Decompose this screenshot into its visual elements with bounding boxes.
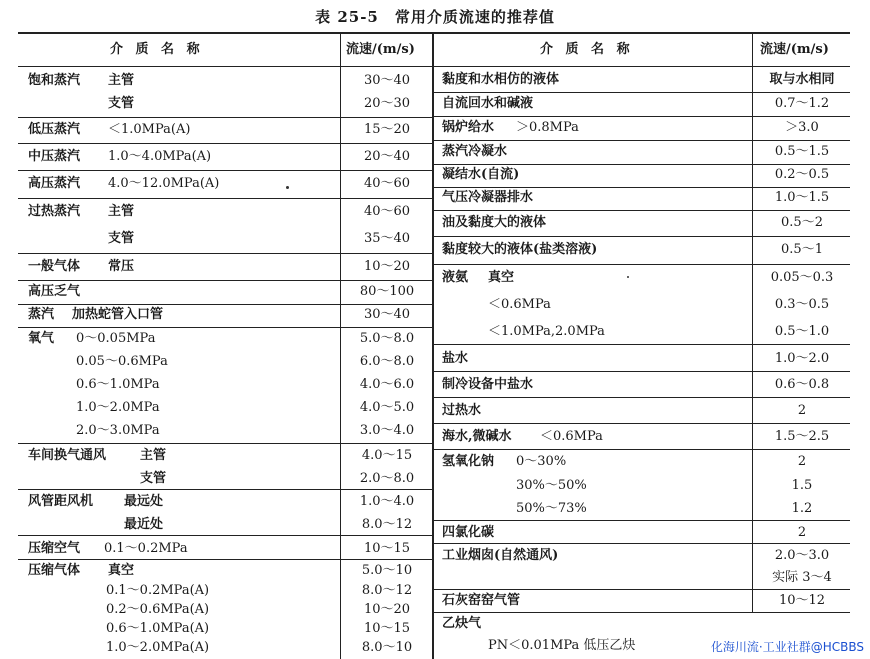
row-divider [18, 143, 432, 144]
speed-value: 10～15 [363, 541, 411, 556]
speed-value: 30～40 [363, 73, 411, 88]
medium-subtype: 真空 [108, 563, 135, 578]
medium-subtype: 50%～73% [516, 501, 587, 516]
speed-value: 1.5～2.5 [774, 429, 830, 444]
medium-subtype: ＜1.0MPa,2.0MPa [488, 324, 605, 339]
speed-value: 10～12 [778, 593, 826, 608]
row-divider [18, 198, 432, 199]
speed-value: 1.0～4.0 [359, 494, 415, 509]
header-rule [18, 66, 850, 67]
medium-subtype: 0～0.05MPa [76, 331, 156, 346]
medium-category: 氧气 [28, 331, 55, 346]
speed-value: 10～15 [363, 621, 411, 636]
medium-category: 车间换气通风 [28, 448, 107, 463]
row-divider [434, 543, 850, 544]
speed-value: 4.0～5.0 [359, 400, 415, 415]
center-divider [432, 32, 434, 659]
medium-category: 自流回水和碱液 [442, 96, 534, 111]
medium-subtype: 4.0～12.0MPa(A) [108, 176, 220, 191]
row-divider [434, 344, 850, 345]
medium-category: 黏度较大的液体(盐类溶液) [442, 242, 598, 257]
row-divider [434, 187, 850, 188]
row-divider [434, 371, 850, 372]
speed-value: 8.0～12 [361, 517, 413, 532]
medium-category: 一般气体 [28, 259, 81, 274]
row-divider [434, 520, 850, 521]
medium-category: 四氯化碳 [442, 525, 495, 540]
right-header-speed: 流速/(m/s) [760, 42, 829, 57]
speed-value: 0.3～0.5 [774, 297, 830, 312]
speed-value: 0.6～0.8 [774, 377, 830, 392]
speed-value: 40～60 [363, 176, 411, 191]
speed-value: 1.2 [791, 501, 813, 516]
speed-value: 1.5 [791, 478, 813, 493]
medium-category: 氢氧化钠 [442, 454, 495, 469]
watermark: 化海川流·工业社群@HCBBS [710, 640, 864, 654]
speed-value: 2 [797, 454, 807, 469]
row-divider [18, 327, 432, 328]
medium-subtype: 最远处 [124, 494, 164, 509]
medium-subtype: 0.1～0.2MPa(A) [106, 583, 210, 598]
medium-category: 乙炔气 [442, 616, 482, 631]
row-divider [434, 210, 850, 211]
row-divider [18, 489, 432, 490]
medium-category: 气压冷凝器排水 [442, 190, 534, 205]
medium-subtype: ＜1.0MPa(A) [108, 122, 191, 137]
speed-value: 8.0～12 [361, 583, 413, 598]
speed-value: 2.0～8.0 [359, 471, 415, 486]
medium-category: 锅炉给水 [442, 120, 495, 135]
speed-value: 2.0～3.0 [774, 548, 830, 563]
medium-category: 液氨 [442, 270, 469, 285]
speed-value: 80～100 [359, 284, 415, 299]
medium-category: 高压乏气 [28, 284, 81, 299]
row-divider [18, 443, 432, 444]
speed-value: 10～20 [363, 259, 411, 274]
medium-subtype: 加热蛇管入口管 [72, 307, 164, 322]
medium-subtype: 0.6～1.0MPa [76, 377, 160, 392]
speed-value: 5.0～8.0 [359, 331, 415, 346]
speed-value: 0.5～1 [781, 242, 823, 257]
speed-value: 3.0～4.0 [359, 423, 415, 438]
medium-subtype: 1.0～2.0MPa [76, 400, 160, 415]
row-divider [18, 170, 432, 171]
medium-subtype: 0.2～0.6MPa(A) [106, 602, 210, 617]
medium-subtype: 1.0～4.0MPa(A) [108, 149, 212, 164]
row-divider [434, 589, 850, 590]
medium-subtype: ＞0.8MPa [516, 120, 579, 135]
medium-subtype: 支管 [140, 471, 167, 486]
speed-value: 20～30 [363, 96, 411, 111]
medium-category: 风管距风机 [28, 494, 94, 509]
speed-value: 20～40 [363, 149, 411, 164]
medium-subtype: 0.6～1.0MPa(A) [106, 621, 210, 636]
top-rule [18, 32, 850, 34]
row-divider [18, 117, 432, 118]
medium-subtype: 主管 [140, 448, 167, 463]
table-title: 表 25-5 常用介质流速的推荐值 [315, 8, 555, 26]
row-divider [18, 253, 432, 254]
row-divider [434, 612, 850, 613]
medium-category: 盐水 [442, 351, 469, 366]
row-divider [434, 164, 850, 165]
row-divider [18, 535, 432, 536]
medium-category: 过热水 [442, 403, 482, 418]
speed-value: 0.5～1.0 [774, 324, 830, 339]
speed-value: 取与水相同 [769, 72, 835, 87]
speed-value: 2 [797, 403, 807, 418]
medium-category: 低压蒸汽 [28, 122, 81, 137]
medium-subtype: 真空 [488, 270, 515, 285]
row-divider [18, 304, 432, 305]
row-divider [18, 559, 432, 560]
medium-subtype: 0～30% [516, 454, 567, 469]
medium-category: 油及黏度大的液体 [442, 215, 547, 230]
speed-value: 0.2～0.5 [774, 167, 830, 182]
medium-subtype: 主管 [108, 73, 135, 88]
medium-category: 高压蒸汽 [28, 176, 81, 191]
row-divider [434, 397, 850, 398]
left-header-speed: 流速/(m/s) [346, 42, 415, 57]
speed-value: 30～40 [363, 307, 411, 322]
row-divider [434, 264, 850, 265]
medium-category: 过热蒸汽 [28, 204, 81, 219]
medium-subtype: 支管 [108, 96, 135, 111]
row-divider [434, 116, 850, 117]
speed-value: 6.0～8.0 [359, 354, 415, 369]
left-value-divider [340, 32, 341, 659]
medium-category: 压缩空气 [28, 541, 81, 556]
medium-subtype: PN＜0.01MPa 低压乙炔 [488, 638, 636, 653]
scan-speck [286, 186, 289, 189]
speed-value: 2 [797, 525, 807, 540]
medium-subtype: 常压 [108, 259, 135, 274]
medium-subtype: 0.05～0.6MPa [76, 354, 168, 369]
medium-category: 黏度和水相仿的液体 [442, 72, 560, 87]
medium-subtype: ＜0.6MPa [540, 429, 603, 444]
medium-subtype: 主管 [108, 204, 135, 219]
medium-subtype: ＜0.6MPa [488, 297, 551, 312]
speed-value: 5.0～10 [361, 563, 413, 578]
speed-value: 35～40 [363, 231, 411, 246]
speed-value: 1.0～2.0 [774, 351, 830, 366]
speed-value: 0.7～1.2 [774, 96, 830, 111]
medium-category: 石灰窑窑气管 [442, 593, 521, 608]
medium-subtype: 支管 [108, 231, 135, 246]
row-divider [434, 140, 850, 141]
speed-value: 0.05～0.3 [770, 270, 834, 285]
medium-subtype: 30%～50% [516, 478, 587, 493]
row-divider [434, 423, 850, 424]
row-divider [434, 92, 850, 93]
medium-category: 蒸汽 [28, 307, 55, 322]
speed-value: 4.0～15 [361, 448, 413, 463]
medium-subtype: 0.1～0.2MPa [104, 541, 188, 556]
speed-value: 15～20 [363, 122, 411, 137]
row-divider [434, 236, 850, 237]
speed-value: 0.5～1.5 [774, 144, 830, 159]
right-header-medium: 介 质 名 称 [540, 42, 634, 57]
medium-category: 中压蒸汽 [28, 149, 81, 164]
speed-value: 0.5～2 [781, 215, 823, 230]
medium-subtype: 最近处 [124, 517, 164, 532]
row-divider [434, 449, 850, 450]
row-divider [18, 280, 432, 281]
medium-subtype: 2.0～3.0MPa [76, 423, 160, 438]
scan-speck [627, 276, 629, 278]
medium-subtype: 1.0～2.0MPa(A) [106, 640, 210, 655]
speed-value: 1.0～1.5 [774, 190, 830, 205]
medium-category: 海水,微碱水 [442, 429, 512, 444]
medium-category: 凝结水(自流) [442, 167, 520, 182]
speed-value: ＞3.0 [785, 120, 819, 135]
speed-value: 实际 3～4 [772, 570, 832, 585]
medium-category: 制冷设备中盐水 [442, 377, 534, 392]
medium-category: 蒸汽冷凝水 [442, 144, 508, 159]
speed-value: 10～20 [363, 602, 411, 617]
medium-category: 饱和蒸汽 [28, 73, 81, 88]
speed-value: 8.0～10 [361, 640, 413, 655]
left-header-medium: 介 质 名 称 [110, 42, 204, 57]
medium-category: 压缩气体 [28, 563, 81, 578]
speed-value: 40～60 [363, 204, 411, 219]
speed-value: 4.0～6.0 [359, 377, 415, 392]
medium-category: 工业烟囱(自然通风) [442, 548, 559, 563]
right-value-divider [752, 32, 753, 612]
